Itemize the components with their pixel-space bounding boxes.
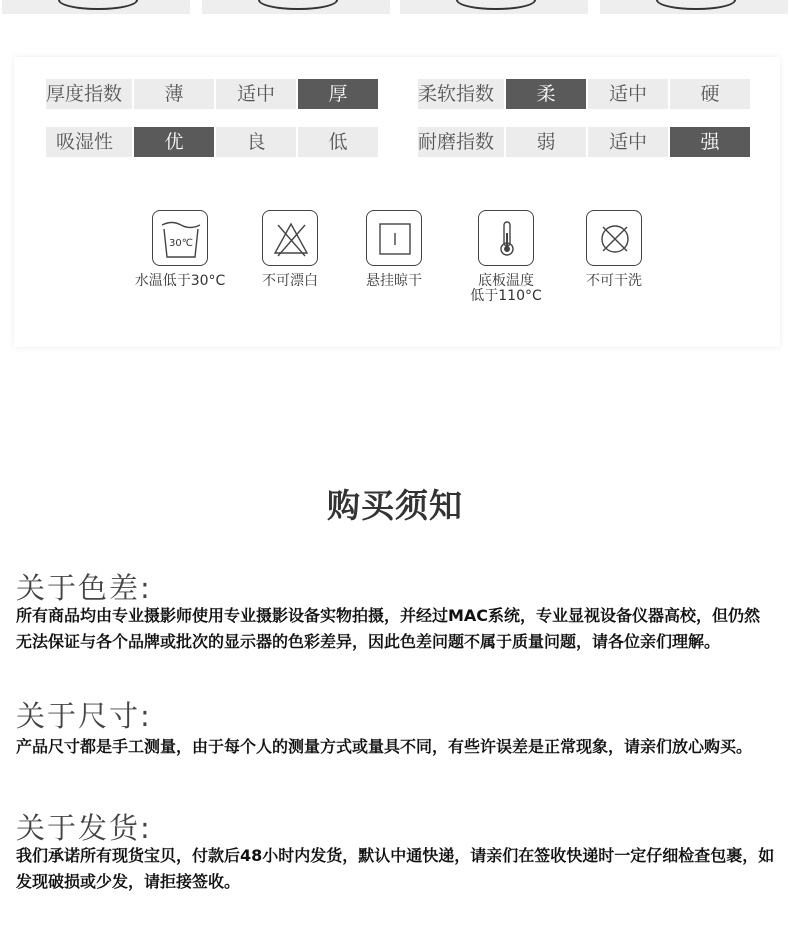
fabric-spec-card <box>14 57 780 347</box>
attribute-option: 适中 <box>588 79 668 109</box>
attribute-option: 低 <box>298 127 378 157</box>
no-bleach-icon <box>262 210 318 266</box>
hang-dry-icon <box>366 210 422 266</box>
iron-temperature-icon <box>478 210 534 266</box>
product-thumbnail[interactable] <box>600 0 788 14</box>
care-item <box>456 210 556 304</box>
attribute-row-durability <box>418 127 750 157</box>
attribute-option: 良 <box>216 127 296 157</box>
wash-temp-badge: 30℃ <box>169 238 193 249</box>
care-caption: 不可漂白 <box>262 273 318 289</box>
attribute-option: 适中 <box>588 127 668 157</box>
attribute-row-absorbency <box>46 127 378 157</box>
section-body-size: 产品尺寸都是手工测量，由于每个人的测量方式或量具不同，有些许误差是正常现象，请亲们放心购买。 <box>16 737 753 756</box>
attribute-option: 适中 <box>216 79 296 109</box>
care-caption: 悬挂晾干 <box>366 273 422 289</box>
attribute-label: 柔软指数 <box>418 79 504 109</box>
section-heading-color: 关于色差: <box>16 571 152 605</box>
attribute-option: 硬 <box>670 79 750 109</box>
no-dry-clean-icon <box>586 210 642 266</box>
care-item <box>344 210 444 289</box>
wash-30-icon <box>152 210 208 266</box>
notice-title: 购买须知 <box>327 486 463 525</box>
product-thumbnail[interactable] <box>202 0 390 14</box>
attribute-option-selected: 柔 <box>506 79 586 109</box>
section-heading-shipping: 关于发货: <box>16 811 152 845</box>
attribute-row-thickness <box>46 79 378 109</box>
care-item <box>130 210 230 289</box>
attribute-option-selected: 强 <box>670 127 750 157</box>
product-thumbnail[interactable] <box>400 0 588 14</box>
section-body-color: 所有商品均由专业摄影师使用专业摄影设备实物拍摄，并经过MAC系统，专业显视设备仪器高校，但仍然无法保证与各个品牌或批次的显示器的色彩差异，因此色差问题不属于质量问题，请各位亲们理解。 <box>16 606 761 651</box>
section-body-shipping: 我们承诺所有现货宝贝，付款后48小时内发货，默认中通快递，请亲们在签收快递时一定仔细检查包裹，如发现破损或少发，请拒接签收。 <box>16 846 775 891</box>
section-heading-size: 关于尺寸: <box>16 699 152 733</box>
care-caption: 底板温度 低于110°C <box>470 273 542 304</box>
attribute-option: 弱 <box>506 127 586 157</box>
product-thumbnail[interactable] <box>2 0 190 14</box>
attribute-row-softness <box>418 79 750 109</box>
attribute-label: 耐磨指数 <box>418 127 504 157</box>
care-caption: 水温低于30°C <box>134 273 226 289</box>
attribute-option-selected: 优 <box>134 127 214 157</box>
attribute-label: 吸湿性 <box>46 127 132 157</box>
care-item <box>564 210 664 289</box>
attribute-label: 厚度指数 <box>46 79 132 109</box>
care-caption: 不可干洗 <box>586 273 642 289</box>
product-thumbnail-strip <box>0 0 790 16</box>
attribute-option-selected: 厚 <box>298 79 378 109</box>
care-item <box>240 210 340 289</box>
attribute-option: 薄 <box>134 79 214 109</box>
